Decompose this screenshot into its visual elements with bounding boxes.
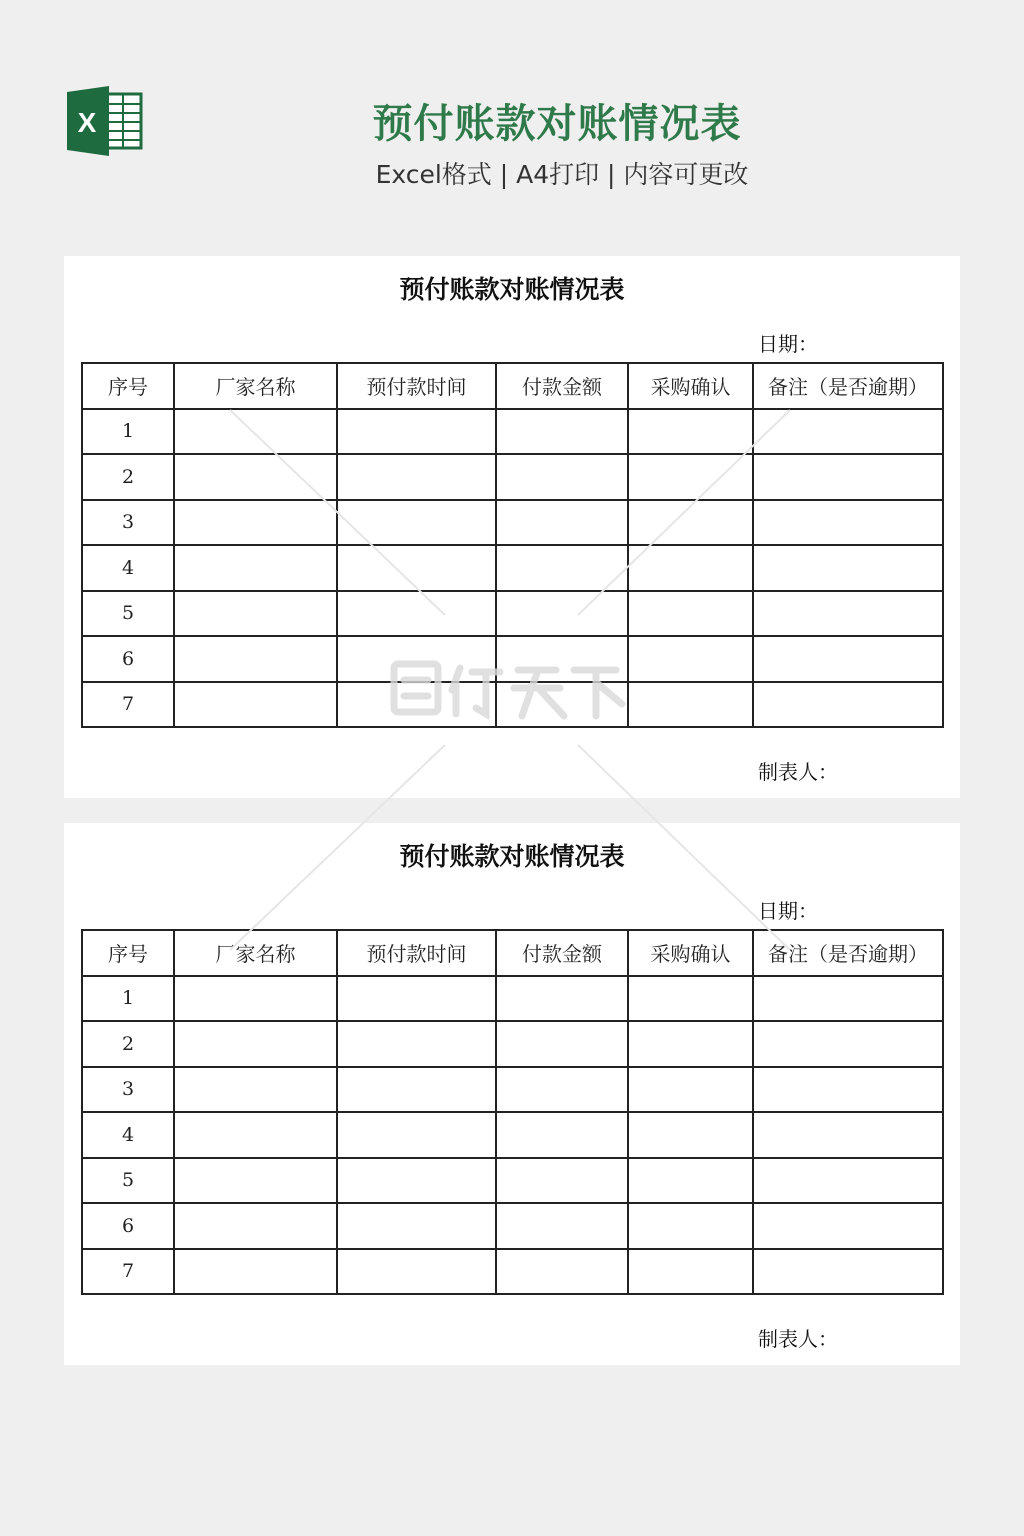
row-number: 5 [82,1158,174,1204]
table-cell[interactable] [337,1112,496,1158]
table-cell[interactable] [496,682,628,728]
table-cell[interactable] [337,500,496,546]
table-cell[interactable] [496,636,628,682]
table-cell[interactable] [174,682,337,728]
table-cell[interactable] [496,1203,628,1249]
table-cell[interactable] [628,500,753,546]
row-number: 2 [82,454,174,500]
table-row [82,1112,943,1158]
row-number: 3 [82,500,174,546]
table-cell[interactable] [337,1067,496,1113]
excel-logo-letter: X [77,107,97,138]
row-number: 5 [82,591,174,637]
table-row [82,1021,943,1067]
table-cell[interactable] [496,976,628,1022]
row-number: 6 [82,636,174,682]
table-row [82,545,943,591]
sheet-title: 预付账款对账情况表 [399,275,625,304]
table-cell[interactable] [174,409,337,455]
table-cell[interactable] [174,454,337,500]
row-number: 6 [82,1203,174,1249]
table-cell[interactable] [753,636,943,682]
row-number: 3 [82,1067,174,1113]
table-cell[interactable] [628,1067,753,1113]
table-cell[interactable] [496,1112,628,1158]
table-cell[interactable] [174,545,337,591]
table-cell[interactable] [628,1112,753,1158]
sheet-title: 预付账款对账情况表 [399,842,625,871]
table-row [82,682,943,728]
column-header: 采购确认 [628,363,753,409]
table-row [82,1067,943,1113]
table-row [82,976,943,1022]
table-cell[interactable] [628,1021,753,1067]
sheet-2 [64,823,960,1365]
table-cell[interactable] [174,1021,337,1067]
table-cell[interactable] [496,591,628,637]
table-cell[interactable] [337,976,496,1022]
column-header: 预付款时间 [337,363,496,409]
table-cell[interactable] [496,409,628,455]
table-cell[interactable] [496,545,628,591]
maker-label: 制表人： [758,760,838,784]
table-cell[interactable] [753,1112,943,1158]
table-cell[interactable] [628,1158,753,1204]
column-header: 厂家名称 [174,363,337,409]
table-cell[interactable] [496,1249,628,1295]
table-cell[interactable] [174,1067,337,1113]
date-label: 日期： [758,899,818,923]
table-row [82,454,943,500]
row-number: 2 [82,1021,174,1067]
table-row [82,591,943,637]
table-row [82,1203,943,1249]
table-cell[interactable] [174,1112,337,1158]
table-cell[interactable] [628,1249,753,1295]
page-header [0,0,1024,230]
table-cell[interactable] [496,500,628,546]
table-cell[interactable] [337,1203,496,1249]
page-subtitle: Excel格式 | A4打印 | 内容可更改 [375,160,749,189]
table-cell[interactable] [496,454,628,500]
table-cell[interactable] [753,409,943,455]
table-cell[interactable] [496,1158,628,1204]
table-cell[interactable] [337,545,496,591]
table-header-row [82,363,943,409]
column-header: 备注（是否逾期） [753,930,943,976]
table-cell[interactable] [628,976,753,1022]
table-cell[interactable] [174,1203,337,1249]
table-cell[interactable] [337,636,496,682]
column-header: 付款金额 [496,930,628,976]
table-row [82,409,943,455]
table-cell[interactable] [753,1067,943,1113]
maker-label: 制表人： [758,1327,838,1351]
row-number: 4 [82,1112,174,1158]
column-header: 备注（是否逾期） [753,363,943,409]
table-cell[interactable] [753,976,943,1022]
table-cell[interactable] [337,591,496,637]
column-header: 付款金额 [496,363,628,409]
table-cell[interactable] [753,682,943,728]
column-header: 采购确认 [628,930,753,976]
table-cell[interactable] [628,591,753,637]
table-cell[interactable] [337,454,496,500]
row-number: 7 [82,1249,174,1295]
table-cell[interactable] [753,591,943,637]
table-cell[interactable] [628,454,753,500]
table-cell[interactable] [753,1249,943,1295]
column-header: 厂家名称 [174,930,337,976]
table-cell[interactable] [628,409,753,455]
reconciliation-table [81,362,944,728]
table-cell[interactable] [337,1021,496,1067]
table-row [82,1249,943,1295]
row-number: 4 [82,545,174,591]
table-cell[interactable] [496,1021,628,1067]
table-cell[interactable] [337,1249,496,1295]
table-cell[interactable] [174,500,337,546]
date-label: 日期： [758,332,818,356]
table-cell[interactable] [753,1021,943,1067]
column-header: 序号 [82,930,174,976]
table-cell[interactable] [174,591,337,637]
table-cell[interactable] [753,1158,943,1204]
page-title: 预付账款对账情况表 [372,101,742,147]
table-cell[interactable] [496,1067,628,1113]
sheet-1 [64,256,960,798]
table-cell[interactable] [628,682,753,728]
table-cell[interactable] [753,454,943,500]
row-number: 7 [82,682,174,728]
table-cell[interactable] [628,545,753,591]
row-number: 1 [82,409,174,455]
table-cell[interactable] [337,409,496,455]
table-row [82,636,943,682]
table-header-row [82,930,943,976]
row-number: 1 [82,976,174,1022]
table-cell[interactable] [337,1158,496,1204]
column-header: 序号 [82,363,174,409]
table-cell[interactable] [753,545,943,591]
table-cell[interactable] [628,1203,753,1249]
table-cell[interactable] [174,1249,337,1295]
table-cell[interactable] [753,1203,943,1249]
table-cell[interactable] [174,636,337,682]
table-cell[interactable] [337,682,496,728]
table-cell[interactable] [628,636,753,682]
table-cell[interactable] [174,976,337,1022]
table-row [82,1158,943,1204]
table-row [82,500,943,546]
table-cell[interactable] [753,500,943,546]
reconciliation-table [81,929,944,1295]
column-header: 预付款时间 [337,930,496,976]
table-cell[interactable] [174,1158,337,1204]
